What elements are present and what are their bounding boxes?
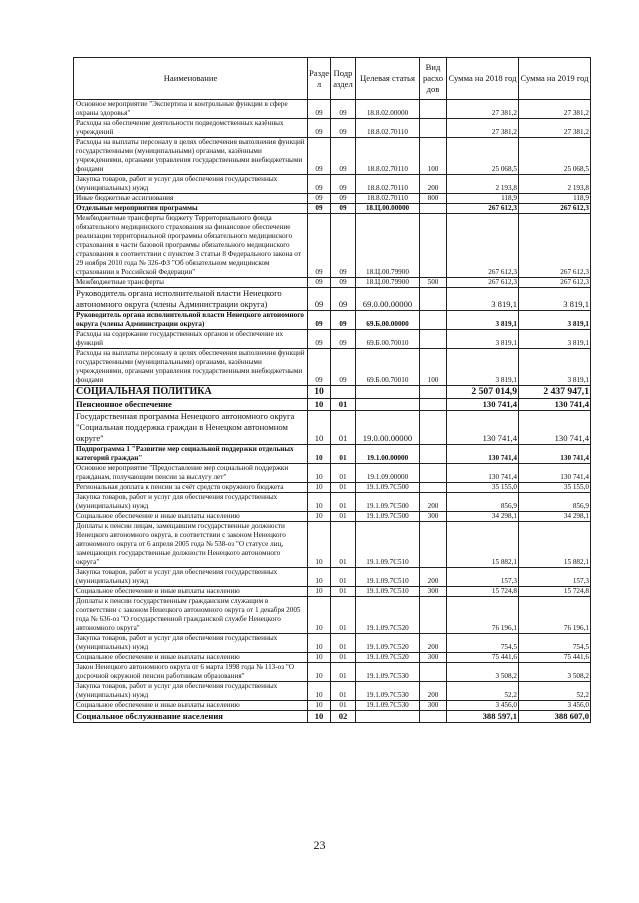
row-subsection: 01: [331, 587, 356, 597]
row-name: Доплаты к пенсии государственным гражданским служащим в соответствии с законом Ненецкого автономного округа от 1 декабря 2005 года № 636-оз "О государственной гражданской службе Ненецкого автономного округа": [74, 597, 308, 634]
row-sum-2019: 15 882,1: [519, 522, 591, 568]
row-sum-2019: 3 819,1: [519, 349, 591, 386]
table-row: [74, 100, 591, 119]
row-section: 09: [308, 278, 331, 288]
row-section: 10: [308, 653, 331, 663]
header-section: Разде л: [308, 58, 331, 100]
row-target-article: 19.1.09.7C530: [356, 663, 420, 682]
row-name: Отдельные мероприятия программы: [74, 204, 308, 214]
row-section: 09: [308, 119, 331, 138]
row-target-article: [356, 386, 420, 399]
table-body: [74, 100, 591, 723]
row-target-article: 18.8.02.70110: [356, 119, 420, 138]
row-subsection: 01: [331, 399, 356, 411]
row-subsection: 01: [331, 663, 356, 682]
row-target-article: [356, 711, 420, 723]
row-section: 09: [308, 349, 331, 386]
row-sum-2019: 157,3: [519, 568, 591, 587]
row-sum-2019: 35 155,0: [519, 483, 591, 493]
row-sum-2018: 76 196,1: [447, 597, 519, 634]
row-expense-type: [420, 399, 447, 411]
table-row: [74, 522, 591, 568]
row-target-article: 19.1.09.7C500: [356, 493, 420, 512]
row-sum-2019: 3 456,0: [519, 701, 591, 711]
row-expense-type: 800: [420, 194, 447, 204]
row-sum-2019: 130 741,4: [519, 411, 591, 445]
table-row: [74, 138, 591, 175]
row-section: 10: [308, 493, 331, 512]
row-sum-2019: 2 437 947,1: [519, 386, 591, 399]
row-expense-type: [420, 711, 447, 723]
row-name: Социальное обслуживание населения: [74, 711, 308, 723]
row-expense-type: 200: [420, 175, 447, 194]
row-name: Закон Ненецкого автономного округа от 6 марта 1998 года № 113-оз "О досрочной окружной пенсии работникам образования": [74, 663, 308, 682]
row-target-article: 19.1.09.7C520: [356, 597, 420, 634]
row-sum-2019: 3 819,1: [519, 330, 591, 349]
row-subsection: 01: [331, 653, 356, 663]
row-expense-type: 300: [420, 701, 447, 711]
row-target-article: 19.1.09.7C510: [356, 522, 420, 568]
row-target-article: 18.8.02.70110: [356, 194, 420, 204]
row-subsection: 01: [331, 445, 356, 464]
row-name: Закупка товаров, работ и услуг для обеспечения государственных (муниципальных) нужд: [74, 493, 308, 512]
row-expense-type: 200: [420, 682, 447, 701]
table-row: [74, 445, 591, 464]
table-row: [74, 483, 591, 493]
row-sum-2018: 2 507 014,9: [447, 386, 519, 399]
row-section: 09: [308, 214, 331, 278]
row-name: Основное мероприятие "Предоставление мер социальной поддержки гражданам, получающим пенсии за выслугу лет": [74, 464, 308, 483]
row-sum-2018: 27 381,2: [447, 100, 519, 119]
row-section: 10: [308, 386, 331, 399]
row-target-article: 69.0.00.00000: [356, 288, 420, 311]
row-subsection: 01: [331, 597, 356, 634]
table-row: [74, 587, 591, 597]
row-target-article: 69.Б.00.70010: [356, 349, 420, 386]
row-sum-2019: 27 381,2: [519, 100, 591, 119]
row-section: 09: [308, 311, 331, 330]
row-sum-2019: 267 612,3: [519, 278, 591, 288]
row-expense-type: [420, 100, 447, 119]
row-sum-2019: 75 441,6: [519, 653, 591, 663]
row-subsection: 01: [331, 568, 356, 587]
row-target-article: 18.Ц.00.79900: [356, 214, 420, 278]
row-subsection: 09: [331, 194, 356, 204]
row-expense-type: [420, 464, 447, 483]
budget-table: [73, 57, 591, 723]
row-sum-2019: 52,2: [519, 682, 591, 701]
row-target-article: 19.0.00.00000: [356, 411, 420, 445]
table-header-row: [74, 58, 591, 100]
row-subsection: 01: [331, 512, 356, 522]
row-section: 10: [308, 411, 331, 445]
row-target-article: 18.Ц.00.79900: [356, 278, 420, 288]
row-expense-type: [420, 330, 447, 349]
row-name: Социальное обеспечение и иные выплаты населению: [74, 701, 308, 711]
row-expense-type: 300: [420, 653, 447, 663]
row-expense-type: 200: [420, 493, 447, 512]
row-section: 10: [308, 568, 331, 587]
row-sum-2019: 3 819,1: [519, 311, 591, 330]
row-name: Доплаты к пенсии лицам, замещавшим государственные должности Ненецкого автономного округа, в соответствии с законом Ненецкого автономного округа от 6 апреля 2005 года № 538-оз "О статусе лиц, замещающих государственные должности Ненецкого автономного округа": [74, 522, 308, 568]
row-section: 10: [308, 634, 331, 653]
row-section: 09: [308, 194, 331, 204]
row-target-article: 19.1.09.7C510: [356, 587, 420, 597]
row-name: Социальное обеспечение и иные выплаты населению: [74, 653, 308, 663]
row-subsection: 01: [331, 483, 356, 493]
header-subsection: Подр аздел: [331, 58, 356, 100]
row-expense-type: 100: [420, 138, 447, 175]
row-name: Государственная программа Ненецкого автономного округа "Социальная поддержка граждан в Ненецком автономном округе": [74, 411, 308, 445]
table-row: [74, 597, 591, 634]
table-row: [74, 512, 591, 522]
row-subsection: 01: [331, 634, 356, 653]
row-expense-type: [420, 411, 447, 445]
row-sum-2018: 388 597,1: [447, 711, 519, 723]
row-subsection: 02: [331, 711, 356, 723]
row-expense-type: [420, 311, 447, 330]
row-sum-2018: 3 508,2: [447, 663, 519, 682]
row-expense-type: [420, 522, 447, 568]
row-section: 09: [308, 175, 331, 194]
row-name: СОЦИАЛЬНАЯ ПОЛИТИКА: [74, 386, 308, 399]
table-row: [74, 349, 591, 386]
row-sum-2018: 130 741,4: [447, 464, 519, 483]
row-name: Расходы на выплаты персоналу в целях обеспечения выполнения функций государственными (муниципальными) органами, казёнными учреждениями, органами управления государственными внебюджетными фондами: [74, 349, 308, 386]
table-row: [74, 175, 591, 194]
table-row: [74, 711, 591, 723]
row-name: Расходы на выплаты персоналу в целях обеспечения выполнения функций государственными (муниципальными) органами, казёнными учреждениями, органами управления государственными внебюджетными фондами: [74, 138, 308, 175]
row-section: 10: [308, 464, 331, 483]
row-section: 10: [308, 445, 331, 464]
table-row: [74, 653, 591, 663]
table-row: [74, 568, 591, 587]
row-expense-type: [420, 214, 447, 278]
row-expense-type: [420, 119, 447, 138]
row-subsection: 01: [331, 493, 356, 512]
table-row: [74, 204, 591, 214]
page-number: 23: [313, 838, 326, 852]
row-name: Закупка товаров, работ и услуг для обеспечения государственных (муниципальных) нужд: [74, 568, 308, 587]
table-row: [74, 493, 591, 512]
row-section: 10: [308, 663, 331, 682]
table-row: [74, 411, 591, 445]
row-expense-type: [420, 663, 447, 682]
row-target-article: 19.1.09.7C510: [356, 568, 420, 587]
row-expense-type: [420, 597, 447, 634]
row-expense-type: 300: [420, 587, 447, 597]
row-sum-2019: 267 612,3: [519, 204, 591, 214]
row-name: Закупка товаров, работ и услуг для обеспечения государственных (муниципальных) нужд: [74, 175, 308, 194]
row-section: 10: [308, 512, 331, 522]
row-target-article: 18.8.02.70110: [356, 175, 420, 194]
row-sum-2019: 3 819,1: [519, 288, 591, 311]
row-sum-2019: 3 508,2: [519, 663, 591, 682]
row-target-article: [356, 399, 420, 411]
row-target-article: 19.1.09.7C500: [356, 512, 420, 522]
row-sum-2018: 267 612,3: [447, 204, 519, 214]
row-expense-type: 300: [420, 512, 447, 522]
row-name: Иные бюджетные ассигнования: [74, 194, 308, 204]
table-row: [74, 682, 591, 701]
row-name: Руководитель органа исполнительной власти Ненецкого автономного округа (члены Администрации округа): [74, 311, 308, 330]
row-sum-2018: 130 741,4: [447, 399, 519, 411]
row-section: 09: [308, 330, 331, 349]
row-subsection: 01: [331, 522, 356, 568]
row-expense-type: [420, 288, 447, 311]
row-name: Расходы на содержание государственных органов и обеспечение их функций: [74, 330, 308, 349]
row-sum-2018: 2 193,8: [447, 175, 519, 194]
row-section: 10: [308, 597, 331, 634]
header-name: Наименование: [74, 58, 308, 100]
table-row: [74, 663, 591, 682]
row-target-article: 69.Б.00.70010: [356, 330, 420, 349]
row-section: 09: [308, 204, 331, 214]
row-sum-2018: 3 819,1: [447, 349, 519, 386]
row-sum-2019: 130 741,4: [519, 445, 591, 464]
row-name: Руководитель органа исполнительной власти Ненецкого автономного округа (члены Администрации округа): [74, 288, 308, 311]
header-sum-2019: Сумма на 2019 год: [519, 58, 591, 100]
row-subsection: 09: [331, 214, 356, 278]
table-row: [74, 386, 591, 399]
row-sum-2018: 130 741,4: [447, 445, 519, 464]
row-section: 09: [308, 138, 331, 175]
row-expense-type: 200: [420, 634, 447, 653]
row-expense-type: [420, 204, 447, 214]
row-subsection: 01: [331, 464, 356, 483]
row-name: Пенсионное обеспечение: [74, 399, 308, 411]
row-target-article: 19.1.00.00000: [356, 445, 420, 464]
row-section: 10: [308, 522, 331, 568]
row-subsection: 09: [331, 204, 356, 214]
row-sum-2019: 27 381,2: [519, 119, 591, 138]
row-section: 10: [308, 682, 331, 701]
row-expense-type: [420, 445, 447, 464]
row-sum-2019: 34 298,1: [519, 512, 591, 522]
header-expense-type: Вид расхо дов: [420, 58, 447, 100]
row-section: 10: [308, 701, 331, 711]
row-sum-2018: 130 741,4: [447, 411, 519, 445]
row-subsection: 09: [331, 349, 356, 386]
row-sum-2018: 267 612,3: [447, 214, 519, 278]
row-sum-2018: 15 724,8: [447, 587, 519, 597]
table-row: [74, 288, 591, 311]
row-section: 09: [308, 100, 331, 119]
header-target-article: Целевая статья: [356, 58, 420, 100]
row-subsection: 01: [331, 411, 356, 445]
row-sum-2018: 34 298,1: [447, 512, 519, 522]
row-sum-2018: 3 819,1: [447, 311, 519, 330]
row-sum-2018: 52,2: [447, 682, 519, 701]
row-target-article: 19.1.09.7C530: [356, 701, 420, 711]
table-row: [74, 464, 591, 483]
row-section: 10: [308, 399, 331, 411]
row-sum-2019: 15 724,8: [519, 587, 591, 597]
table-row: [74, 330, 591, 349]
row-target-article: 19.1.09.7C520: [356, 653, 420, 663]
row-section: 09: [308, 288, 331, 311]
row-name: Закупка товаров, работ и услуг для обеспечения государственных (муниципальных) нужд: [74, 634, 308, 653]
row-target-article: 19.1.09.7C500: [356, 483, 420, 493]
table-row: [74, 399, 591, 411]
row-name: Расходы на обеспечение деятельности подведомственных казённых учреждений: [74, 119, 308, 138]
row-subsection: [331, 386, 356, 399]
row-subsection: 09: [331, 175, 356, 194]
row-target-article: 18.Ц.00.00000: [356, 204, 420, 214]
row-name: Социальное обеспечение и иные выплаты населению: [74, 512, 308, 522]
row-sum-2018: 3 819,1: [447, 330, 519, 349]
row-sum-2018: 754,5: [447, 634, 519, 653]
row-sum-2019: 25 068,5: [519, 138, 591, 175]
row-name: Основное мероприятие "Экспертиза и контрольные функции в сфере охраны здоровья": [74, 100, 308, 119]
row-name: Межбюджетные трансферты: [74, 278, 308, 288]
row-section: 10: [308, 587, 331, 597]
row-target-article: 18.8.02.00000: [356, 100, 420, 119]
row-sum-2019: 267 612,3: [519, 214, 591, 278]
row-sum-2019: 76 196,1: [519, 597, 591, 634]
row-section: 10: [308, 483, 331, 493]
row-sum-2018: 267 612,3: [447, 278, 519, 288]
row-subsection: 01: [331, 701, 356, 711]
row-sum-2018: 3 819,1: [447, 288, 519, 311]
row-subsection: 09: [331, 138, 356, 175]
table-row: [74, 311, 591, 330]
row-sum-2019: 118,9: [519, 194, 591, 204]
table-row: [74, 194, 591, 204]
row-target-article: 19.1.09.00000: [356, 464, 420, 483]
row-sum-2019: 130 741,4: [519, 464, 591, 483]
row-expense-type: [420, 483, 447, 493]
table-row: [74, 119, 591, 138]
row-expense-type: 100: [420, 349, 447, 386]
row-expense-type: 200: [420, 568, 447, 587]
row-subsection: 09: [331, 330, 356, 349]
row-name: Социальное обеспечение и иные выплаты населению: [74, 587, 308, 597]
row-target-article: 18.8.02.70110: [356, 138, 420, 175]
table-row: [74, 634, 591, 653]
row-subsection: 09: [331, 311, 356, 330]
row-name: Подпрограмма 1 "Развитие мер социальной поддержки отдельных категорий граждан": [74, 445, 308, 464]
header-sum-2018: Сумма на 2018 год: [447, 58, 519, 100]
row-subsection: 09: [331, 119, 356, 138]
row-subsection: 09: [331, 288, 356, 311]
row-sum-2018: 157,3: [447, 568, 519, 587]
row-sum-2018: 75 441,6: [447, 653, 519, 663]
row-subsection: 09: [331, 100, 356, 119]
row-sum-2019: 2 193,8: [519, 175, 591, 194]
row-sum-2018: 118,9: [447, 194, 519, 204]
row-subsection: 09: [331, 278, 356, 288]
row-target-article: 19.1.09.7C520: [356, 634, 420, 653]
row-name: Закупка товаров, работ и услуг для обеспечения государственных (муниципальных) нужд: [74, 682, 308, 701]
row-sum-2018: 27 381,2: [447, 119, 519, 138]
row-sum-2019: 388 607,0: [519, 711, 591, 723]
row-name: Региональная доплата к пенсии за счёт средств окружного бюджета: [74, 483, 308, 493]
row-sum-2018: 15 882,1: [447, 522, 519, 568]
row-name: Межбюджетные трансферты бюджету Территориального фонда обязательного медицинского страхования на финансовое обеспечение реализации территориальной программы обязательного медицинского страхования в части базовой программы обязательного медицинского страхования в соответствии с пунктом 3 статьи 8 Федерального закона от 29 ноября 2010 года № 326-ФЗ "Об обязательном медицинском страховании в Российской Федерации": [74, 214, 308, 278]
table-row: [74, 701, 591, 711]
row-sum-2019: 754,5: [519, 634, 591, 653]
row-expense-type: [420, 386, 447, 399]
row-sum-2019: 856,9: [519, 493, 591, 512]
table-row: [74, 214, 591, 278]
row-target-article: 69.Б.00.00000: [356, 311, 420, 330]
row-sum-2019: 130 741,4: [519, 399, 591, 411]
row-sum-2018: 856,9: [447, 493, 519, 512]
table-row: [74, 278, 591, 288]
row-sum-2018: 35 155,0: [447, 483, 519, 493]
row-expense-type: 500: [420, 278, 447, 288]
row-target-article: 19.1.09.7C530: [356, 682, 420, 701]
row-subsection: 01: [331, 682, 356, 701]
row-sum-2018: 3 456,0: [447, 701, 519, 711]
row-sum-2018: 25 068,5: [447, 138, 519, 175]
row-section: 10: [308, 711, 331, 723]
